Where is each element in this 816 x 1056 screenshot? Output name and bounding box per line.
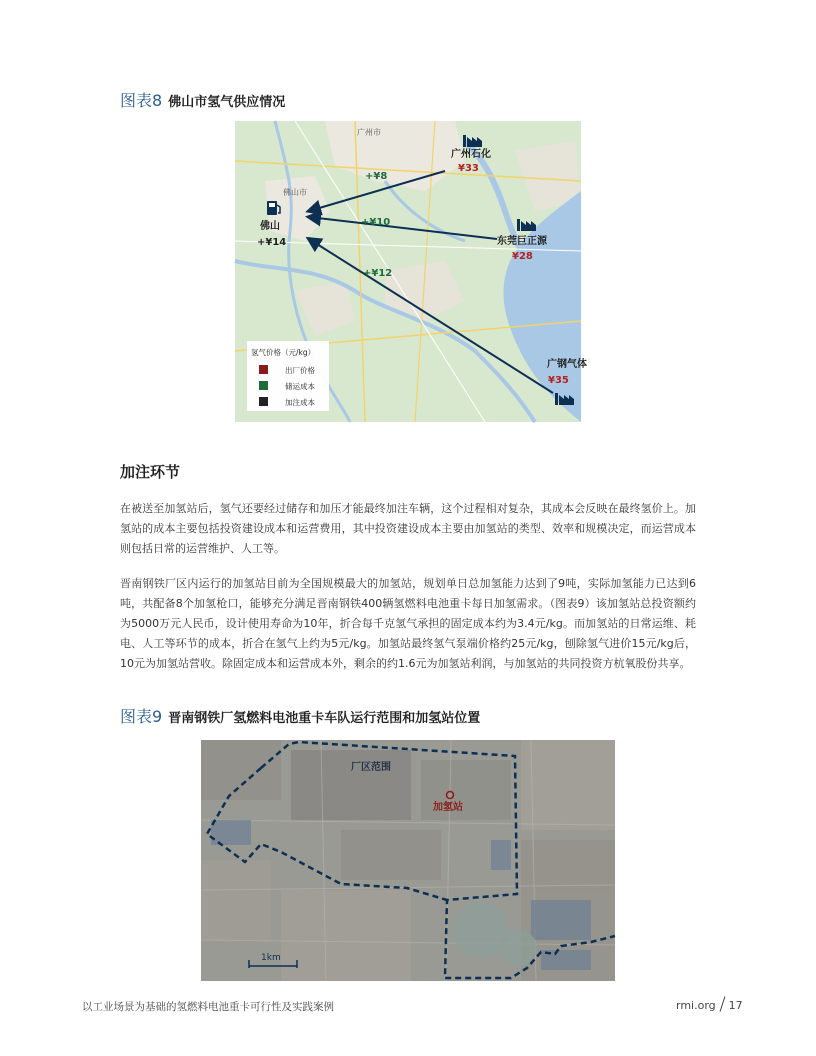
- figure8-number: 图表8: [120, 91, 163, 110]
- source-price-guangzhou: ¥33: [458, 163, 479, 174]
- figure9-caption: 晋南钢铁厂氢燃料电池重卡车队运行范围和加氢站位置: [168, 711, 481, 726]
- legend-label-transport: 储运成本: [285, 382, 315, 391]
- footer-report-title: 以工业场景为基础的氢燃料电池重卡可行性及实践案例: [82, 1001, 334, 1013]
- source-name-dongguan: 东莞巨正源: [497, 236, 547, 247]
- station-label: 加氢站: [433, 802, 463, 813]
- scale-label: 1km: [261, 953, 281, 963]
- figure8-map: [235, 121, 587, 422]
- footer-divider: [719, 996, 725, 1012]
- footer-site: rmi.org: [676, 999, 716, 1012]
- legend-label-refuel: 加注成本: [285, 398, 315, 407]
- legend-swatch-refuel: [259, 397, 268, 406]
- legend-swatch-transport: [259, 381, 268, 390]
- figure8-caption: 佛山市氢气供应情况: [168, 95, 286, 110]
- source-name-guangzhou: 广州石化: [451, 149, 491, 160]
- pond: [501, 930, 537, 966]
- source-price-guanggang: ¥35: [548, 375, 569, 386]
- legend-label-factory: 出厂价格: [285, 366, 315, 375]
- paragraph-1: 在被送至加氢站后，氢气还要经过储存和加压才能最终加注车辆，这个过程相对复杂，其成本会反映在最终氢价上。加氢站的成本主要包括投资建设成本和运营费用，其中投资建设成本主要由加氢站的类型、效率和规模决定，而运营成本则包括日常的运营维护、人工等。: [120, 502, 696, 555]
- pond: [453, 902, 509, 958]
- destination-price: +¥14: [257, 237, 287, 248]
- figure8-title: [120, 88, 285, 111]
- legend-swatch-factory: [259, 365, 268, 374]
- footer-page-number: 17: [728, 999, 743, 1012]
- transport-cost-guanggang: +¥12: [363, 268, 393, 279]
- plant-area-label: 厂区范围: [351, 762, 391, 773]
- legend-title: 氢气价格（元/kg）: [251, 348, 316, 357]
- paragraph-2: 晋南钢铁厂区内运行的加氢站目前为全国规模最大的加氢站，规划单日总加氢能力达到了9吨，实际加氢能力已达到6吨，共配备8个加氢枪口，能够充分满足晋南钢铁400辆氢燃料电池重卡每日加氢需求。（图表9）该加氢站总投资额约为5000万元人民币，设计使用寿命为10年，折合每千克氢气承担的固定成本约为3.4元/kg。而加氢站的日常运维、耗电、人工等环节的成本，折合在氢气上约为5元/kg。加氢站最终氢气泵端价格约25元/kg，刨除氢气进价15元/kg后，10元为加氢站营收。除固定成本和运营成本外，剩余的约1.6元为加氢站利润，与加氢站的共同投资方杭氧股份共享。: [120, 577, 696, 670]
- source-name-guanggang: 广钢气体: [547, 359, 587, 370]
- transport-cost-dongguan: +¥10: [361, 217, 391, 228]
- map-label-guangzhou: 广州市: [357, 128, 381, 137]
- section-heading: 加注环节: [120, 463, 181, 481]
- source-price-dongguan: ¥28: [512, 251, 533, 262]
- map-label-foshan: 佛山市: [283, 188, 307, 197]
- figure9-number: 图表9: [120, 707, 163, 726]
- transport-cost-guangzhou: +¥8: [365, 171, 388, 182]
- legend: [247, 341, 329, 411]
- figure9-title: [120, 704, 480, 727]
- figure9-satellite-map: [201, 740, 615, 981]
- destination-name: 佛山: [260, 221, 280, 232]
- footer-page-info: [676, 996, 743, 1012]
